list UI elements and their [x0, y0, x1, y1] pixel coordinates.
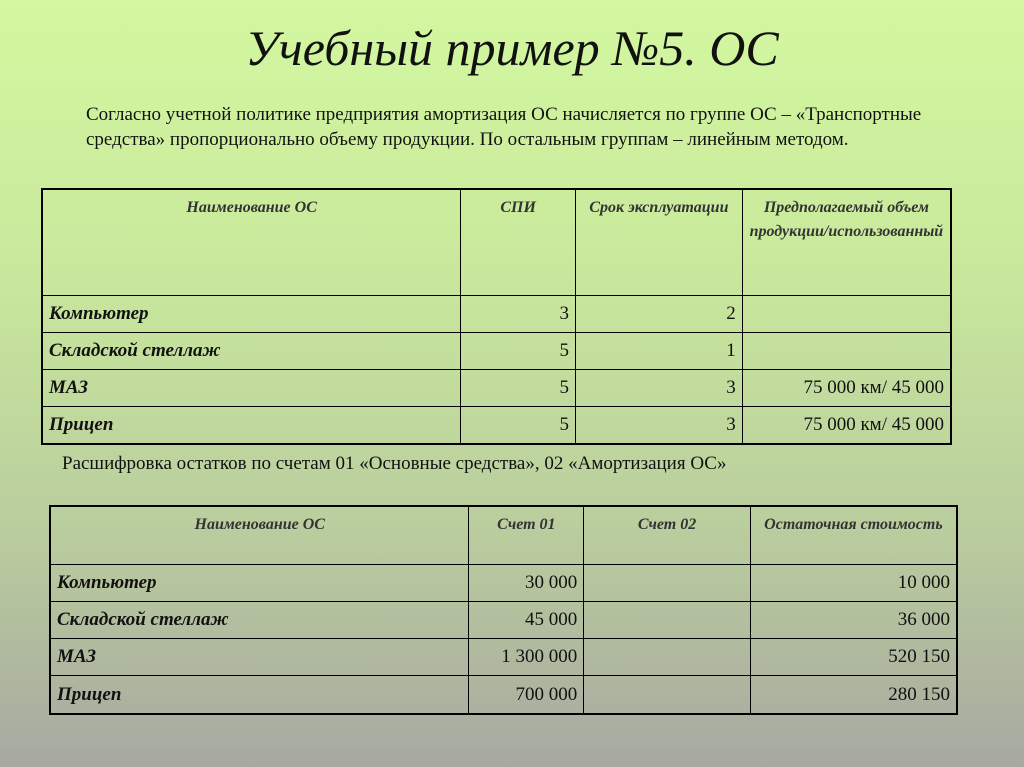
- table-header-row: [50, 506, 957, 564]
- asset-name: Прицеп: [50, 676, 469, 714]
- spi-value: 3: [461, 295, 576, 332]
- asset-name: Компьютер: [50, 564, 469, 601]
- term-value: 1: [576, 332, 743, 369]
- spi-value: 5: [461, 332, 576, 369]
- column-header: Наименование ОС: [50, 506, 469, 564]
- depreciation-table: [41, 188, 952, 445]
- column-header: Остаточная стоимость: [750, 506, 957, 564]
- asset-name: МАЗ: [42, 369, 461, 406]
- column-header: Счет 02: [584, 506, 751, 564]
- asset-name: МАЗ: [50, 639, 469, 676]
- balances-caption: Расшифровка остатков по счетам 01 «Основные средства», 02 «Амортизация ОС»: [62, 453, 727, 474]
- volume-value: 75 000 км/ 45 000: [742, 369, 951, 406]
- table-row: [50, 601, 957, 638]
- table-row: [50, 639, 957, 676]
- account-02-value: [584, 564, 751, 601]
- account-01-value: 700 000: [469, 676, 584, 714]
- residual-value: 280 150: [750, 676, 957, 714]
- term-value: 2: [576, 295, 743, 332]
- column-header: Срок эксплуатации: [576, 189, 743, 295]
- table-row: [42, 332, 951, 369]
- table-row: [50, 676, 957, 714]
- spi-value: 5: [461, 406, 576, 444]
- residual-value: 36 000: [750, 601, 957, 638]
- slide-title: Учебный пример №5. ОС: [245, 20, 779, 76]
- residual-value: 10 000: [750, 564, 957, 601]
- term-value: 3: [576, 406, 743, 444]
- account-02-value: [584, 676, 751, 714]
- volume-value: [742, 295, 951, 332]
- residual-value: 520 150: [750, 639, 957, 676]
- asset-name: Складской стеллаж: [50, 601, 469, 638]
- account-01-value: 1 300 000: [469, 639, 584, 676]
- table-row: [42, 295, 951, 332]
- column-header: Счет 01: [469, 506, 584, 564]
- balances-table: [49, 505, 958, 715]
- volume-value: 75 000 км/ 45 000: [742, 406, 951, 444]
- intro-text: Согласно учетной политике предприятия амортизация ОС начисляется по группе ОС – «Транспортные средства» пропорционально объему продукции. По остальным группам – линейным методом.: [86, 104, 922, 150]
- asset-name: Прицеп: [42, 406, 461, 444]
- account-01-value: 30 000: [469, 564, 584, 601]
- table-header-row: [42, 189, 951, 295]
- volume-value: [742, 332, 951, 369]
- table-row: [42, 406, 951, 444]
- asset-name: Компьютер: [42, 295, 461, 332]
- table-row: [50, 564, 957, 601]
- account-02-value: [584, 639, 751, 676]
- column-header: СПИ: [461, 189, 576, 295]
- column-header: Наименование ОС: [42, 189, 461, 295]
- asset-name: Складской стеллаж: [42, 332, 461, 369]
- account-01-value: 45 000: [469, 601, 584, 638]
- account-02-value: [584, 601, 751, 638]
- term-value: 3: [576, 369, 743, 406]
- table-row: [42, 369, 951, 406]
- spi-value: 5: [461, 369, 576, 406]
- column-header: Предполагаемый объем продукции/использованный: [742, 189, 951, 295]
